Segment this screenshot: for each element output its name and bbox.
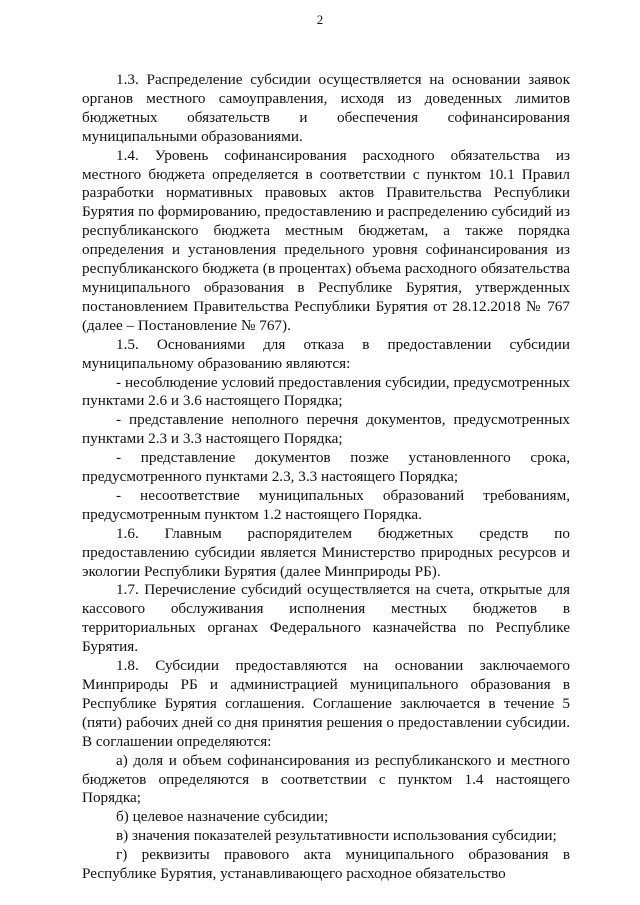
- list-item-refusal-3: - представление документов позже установленного срока, предусмотренного пунктами 2.3, 3.3 настоящего Порядка;: [82, 449, 570, 486]
- list-item-refusal-1: - несоблюдение условий предоставления субсидии, предусмотренных пунктами 2.6 и 3.6 настоящего Порядка;: [82, 373, 570, 410]
- paragraph-1-8: 1.8. Субсидии предоставляются на основании заключаемого Минприроды РБ и администрацией муниципального образования в Республике Бурятия соглашения. Соглашение заключается в течение 5 (пяти) рабочих дней со дня принятия решения о предоставлении субсидии. В соглашении определяются:: [82, 657, 570, 750]
- list-item-refusal-4: - несоответствие муниципальных образований требованиям, предусмотренным пунктом 1.2 настоящего Порядка.: [82, 486, 570, 523]
- paragraph-1-5: 1.5. Основаниями для отказа в предоставлении субсидии муниципальному образованию являются:: [82, 335, 570, 372]
- paragraph-1-7: 1.7. Перечисление субсидий осуществляется на счета, открытые для кассового обслуживания исполнения местных бюджетов в территориальных органах Федерального казначейства по Республике Бурятия.: [82, 581, 570, 656]
- agreement-item-a: а) доля и объем софинансирования из республиканского и местного бюджетов определяются в соответствии с пунктом 1.4 настоящего Порядка;: [82, 751, 570, 807]
- paragraph-1-6: 1.6. Главным распорядителем бюджетных средств по предоставлению субсидии является Министерство природных ресурсов и экологии Республики Бурятия (далее Минприроды РБ).: [82, 524, 570, 580]
- paragraph-1-3: 1.3. Распределение субсидии осуществляется на основании заявок органов местного самоуправления, исходя из доведенных лимитов бюджетных обязательств и обеспечения софинансирования муниципальными образованиями.: [82, 71, 570, 145]
- list-item-refusal-2: - представление неполного перечня документов, предусмотренных пунктами 2.3 и 3.3 настоящего Порядка;: [82, 411, 570, 448]
- paragraph-1-4: 1.4. Уровень софинансирования расходного обязательства из местного бюджета определяется в соответствии с пунктом 10.1 Правил разработки нормативных правовых актов Правительства Республики Бурятия по формированию, предоставлению и распределению субсидий из республиканского бюджета местным бюджетам, а также порядка определения и установления предельного уровня софинансирования из республиканского бюджета (в процентах) объема расходного обязательства муниципального образования в Республике Бурятия, утвержденных постановлением Правительства Республики Бурятия от 28.12.2018 № 767 (далее – Постановление № 767).: [82, 146, 570, 334]
- document-body: [82, 71, 570, 884]
- agreement-item-b: б) целевое назначение субсидии;: [116, 808, 329, 826]
- agreement-item-v: в) значения показателей результативности использования субсидии;: [116, 827, 557, 845]
- page-number: 2: [316, 12, 324, 27]
- agreement-item-g: г) реквизиты правового акта муниципального образования в Республике Бурятия, устанавливающего расходное обязательство: [82, 846, 570, 883]
